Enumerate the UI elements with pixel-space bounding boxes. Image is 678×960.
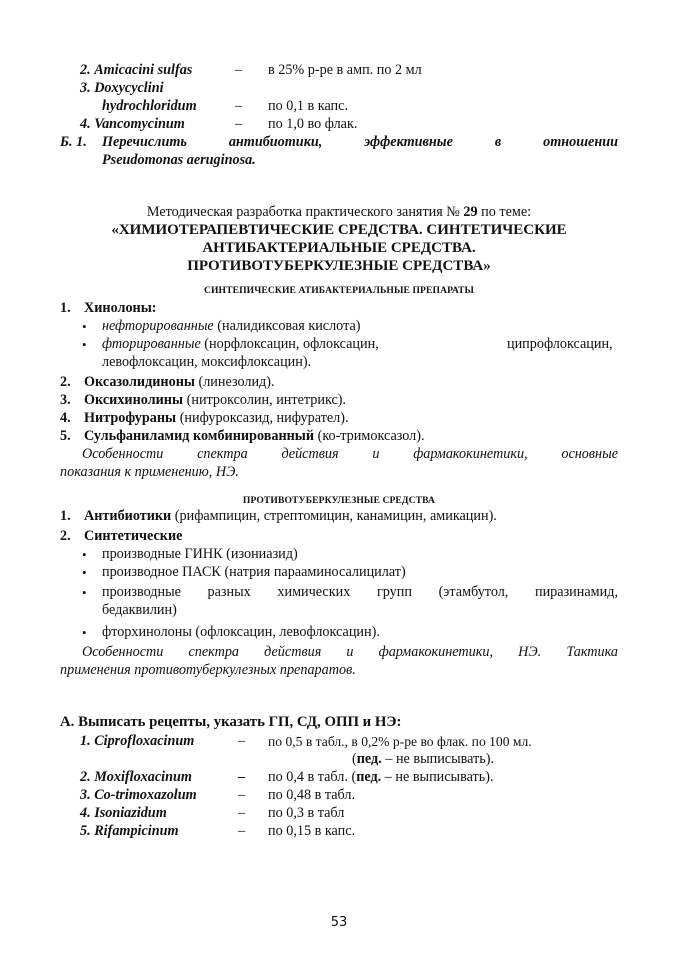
s2-bullet-3-line2: бедаквилин)	[102, 602, 177, 618]
task-b-text-line2: Pseudomonas aeruginosa.	[102, 152, 256, 168]
s2-bullet-4: фторхинолоны (офлоксацин, левофлоксацин).	[102, 624, 380, 640]
dash: –	[238, 805, 246, 821]
task-a-item-4	[80, 805, 167, 822]
bullet-italic: нефторированные	[102, 318, 214, 334]
item-title: Нитрофураны	[84, 410, 177, 426]
desc-text: – не выписывать).	[381, 769, 494, 785]
item-text: (линезолид).	[194, 374, 275, 390]
intro-prefix: Методическая разработка практического занятия №	[146, 204, 460, 220]
top-list-item-4	[80, 116, 185, 133]
dash: –	[238, 733, 246, 749]
drug-name: Rifampicinum	[94, 823, 179, 839]
dash: –	[235, 62, 243, 78]
section1-heading: СИНТЕПИЧЕСКИЕ АТИБАКТЕРИАЛЬНЫЕ ПРЕПАРАТЫ	[203, 285, 475, 296]
drug-name: Isoniazidum	[94, 805, 167, 821]
task-a-item-2	[80, 769, 192, 786]
item-title: Антибиотики	[84, 508, 172, 524]
dash: –	[238, 787, 246, 803]
s1-item-4	[60, 410, 349, 427]
s1-bullet-2-tail: ципрофлоксацин,	[507, 336, 613, 352]
item-title: Оксихинолины	[84, 392, 184, 408]
bullet-icon: •	[82, 585, 87, 600]
drug-desc: по 0,3 в табл	[268, 805, 345, 821]
desc-text: по 0,4 в табл. (	[268, 769, 357, 785]
drug-name: Amicacini sulfas	[94, 62, 193, 78]
drug-desc	[268, 769, 493, 786]
s2-note-line2: применения противотуберкулезных препаратов.	[60, 662, 356, 678]
item-number: 4.	[60, 410, 71, 426]
drug-desc: по 0,1 в капс.	[268, 98, 348, 114]
dash: –	[235, 116, 243, 132]
dash: –	[238, 823, 246, 839]
item-title: Синтетические	[84, 528, 183, 544]
item-number: 1.	[60, 508, 71, 524]
item-number: 3.	[60, 392, 71, 408]
drug-name: Co-trimoxazolum	[94, 787, 197, 803]
drug-desc: по 0,5 в табл., в 0,2% р-ре во флак. по 100 мл.	[268, 734, 532, 749]
item-number: 4.	[80, 116, 91, 132]
dash: –	[235, 98, 243, 114]
item-number: 2.	[60, 374, 71, 390]
s1-item-5	[60, 428, 425, 445]
dash: –	[238, 769, 246, 785]
s1-note-line1: Особенности спектра действия и фармакокинетики, основные	[82, 446, 618, 462]
bullet-icon: •	[82, 547, 87, 562]
s1-item-3	[60, 392, 346, 409]
item-text: (ко-тримоксазол).	[314, 428, 425, 444]
s2-note-line1: Особенности спектра действия и фармакокинетики, НЭ. Тактика	[82, 644, 618, 660]
task-b-label: Б. 1.	[60, 134, 87, 150]
s2-bullet-3: производные разных химических групп (этамбутол, пиразинамид,	[102, 584, 618, 600]
section2-heading: ПРОТИВОТУБЕРКУЛЕЗНЫЕ СРЕДСТВА	[242, 495, 436, 506]
item-title: Сульфаниламид комбинированный	[84, 428, 315, 444]
drug-desc: в 25% р-ре в амп. по 2 мл	[268, 62, 422, 78]
item-number: 2.	[80, 62, 91, 78]
lesson-intro	[0, 204, 678, 221]
top-list-item-2	[80, 62, 192, 79]
bullet-icon: •	[82, 337, 87, 352]
bullet-italic: фторированные	[102, 336, 201, 352]
intro-number: 29	[463, 204, 478, 220]
bullet-text: (норфлоксацин, офлоксацин,	[200, 336, 379, 352]
item-number: 3.	[80, 787, 91, 803]
task-a-item-3	[80, 787, 197, 804]
page-number: 53	[330, 915, 348, 930]
s1-bullet-2	[102, 336, 379, 353]
drug-desc-line2	[352, 751, 494, 768]
ped-label: пед.	[356, 769, 382, 785]
bullet-icon: •	[82, 319, 87, 334]
drug-name: Moxifloxacinum	[94, 769, 192, 785]
paren: (	[352, 751, 357, 767]
top-list-item-3	[80, 80, 164, 97]
drug-name: Doxycyclini	[94, 80, 164, 96]
item-text: (нифуроксазид, нифурател).	[176, 410, 349, 426]
lesson-title-line1: «ХИМИОТЕРАПЕВТИЧЕСКИЕ СРЕДСТВА. СИНТЕТИЧЕСКИЕ	[111, 222, 567, 238]
s2-bullet-1: производные ГИНК (изониазид)	[102, 546, 298, 562]
drug-desc: по 1,0 во флак.	[268, 116, 358, 132]
s1-item-2	[60, 374, 275, 391]
item-text: (нитроксолин, интетрикс).	[183, 392, 347, 408]
lesson-title-line2: АНТИБАКТЕРИАЛЬНЫЕ СРЕДСТВА.	[202, 240, 476, 256]
item-number: 2.	[80, 769, 91, 785]
s2-item-1	[60, 508, 497, 525]
s1-bullet-1	[102, 318, 360, 335]
item-text: (рифампицин, стрептомицин, канамицин, амикацин).	[171, 508, 497, 524]
item-number: 1.	[80, 733, 91, 749]
drug-name-line2: hydrochloridum	[102, 98, 197, 114]
lesson-title-line3: ПРОТИВОТУБЕРКУЛЕЗНЫЕ СРЕДСТВА»	[187, 258, 491, 274]
item-title: Оксазолидиноны	[84, 374, 195, 390]
drug-desc: по 0,48 в табл.	[268, 787, 356, 803]
item-number: 2.	[60, 528, 71, 544]
task-a-item-5	[80, 823, 179, 840]
drug-name: Vancomycinum	[94, 116, 185, 132]
drug-name: Ciprofloxacinum	[94, 733, 195, 749]
ped-label: пед.	[356, 751, 382, 767]
bullet-text: (налидиксовая кислота)	[213, 318, 361, 334]
s1-note-line2: показания к применению, НЭ.	[60, 464, 239, 480]
s2-item-2	[60, 528, 182, 545]
s1-item-1	[60, 300, 157, 317]
task-a-item-1	[80, 733, 194, 750]
bullet-icon: •	[82, 625, 87, 640]
item-number: 5.	[60, 428, 71, 444]
s1-bullet-2-line2: левофлоксацин, моксифлоксацин).	[102, 354, 312, 370]
bullet-icon: •	[82, 565, 87, 580]
s2-bullet-2: производное ПАСК (натрия парааминосалицилат)	[102, 564, 406, 580]
task-a-heading: А. Выписать рецепты, указать ГП, СД, ОПП и НЭ:	[60, 714, 402, 730]
drug-desc: по 0,15 в капс.	[268, 823, 356, 839]
item-number: 1.	[60, 300, 71, 316]
task-b-text: Перечислить антибиотики, эффективные в отношении	[102, 134, 618, 150]
intro-suffix: по теме:	[481, 204, 532, 220]
item-title: Хинолоны:	[84, 300, 157, 316]
item-number: 5.	[80, 823, 91, 839]
desc-text: – не выписывать).	[381, 751, 495, 767]
item-number: 4.	[80, 805, 91, 821]
item-number: 3.	[80, 80, 91, 96]
